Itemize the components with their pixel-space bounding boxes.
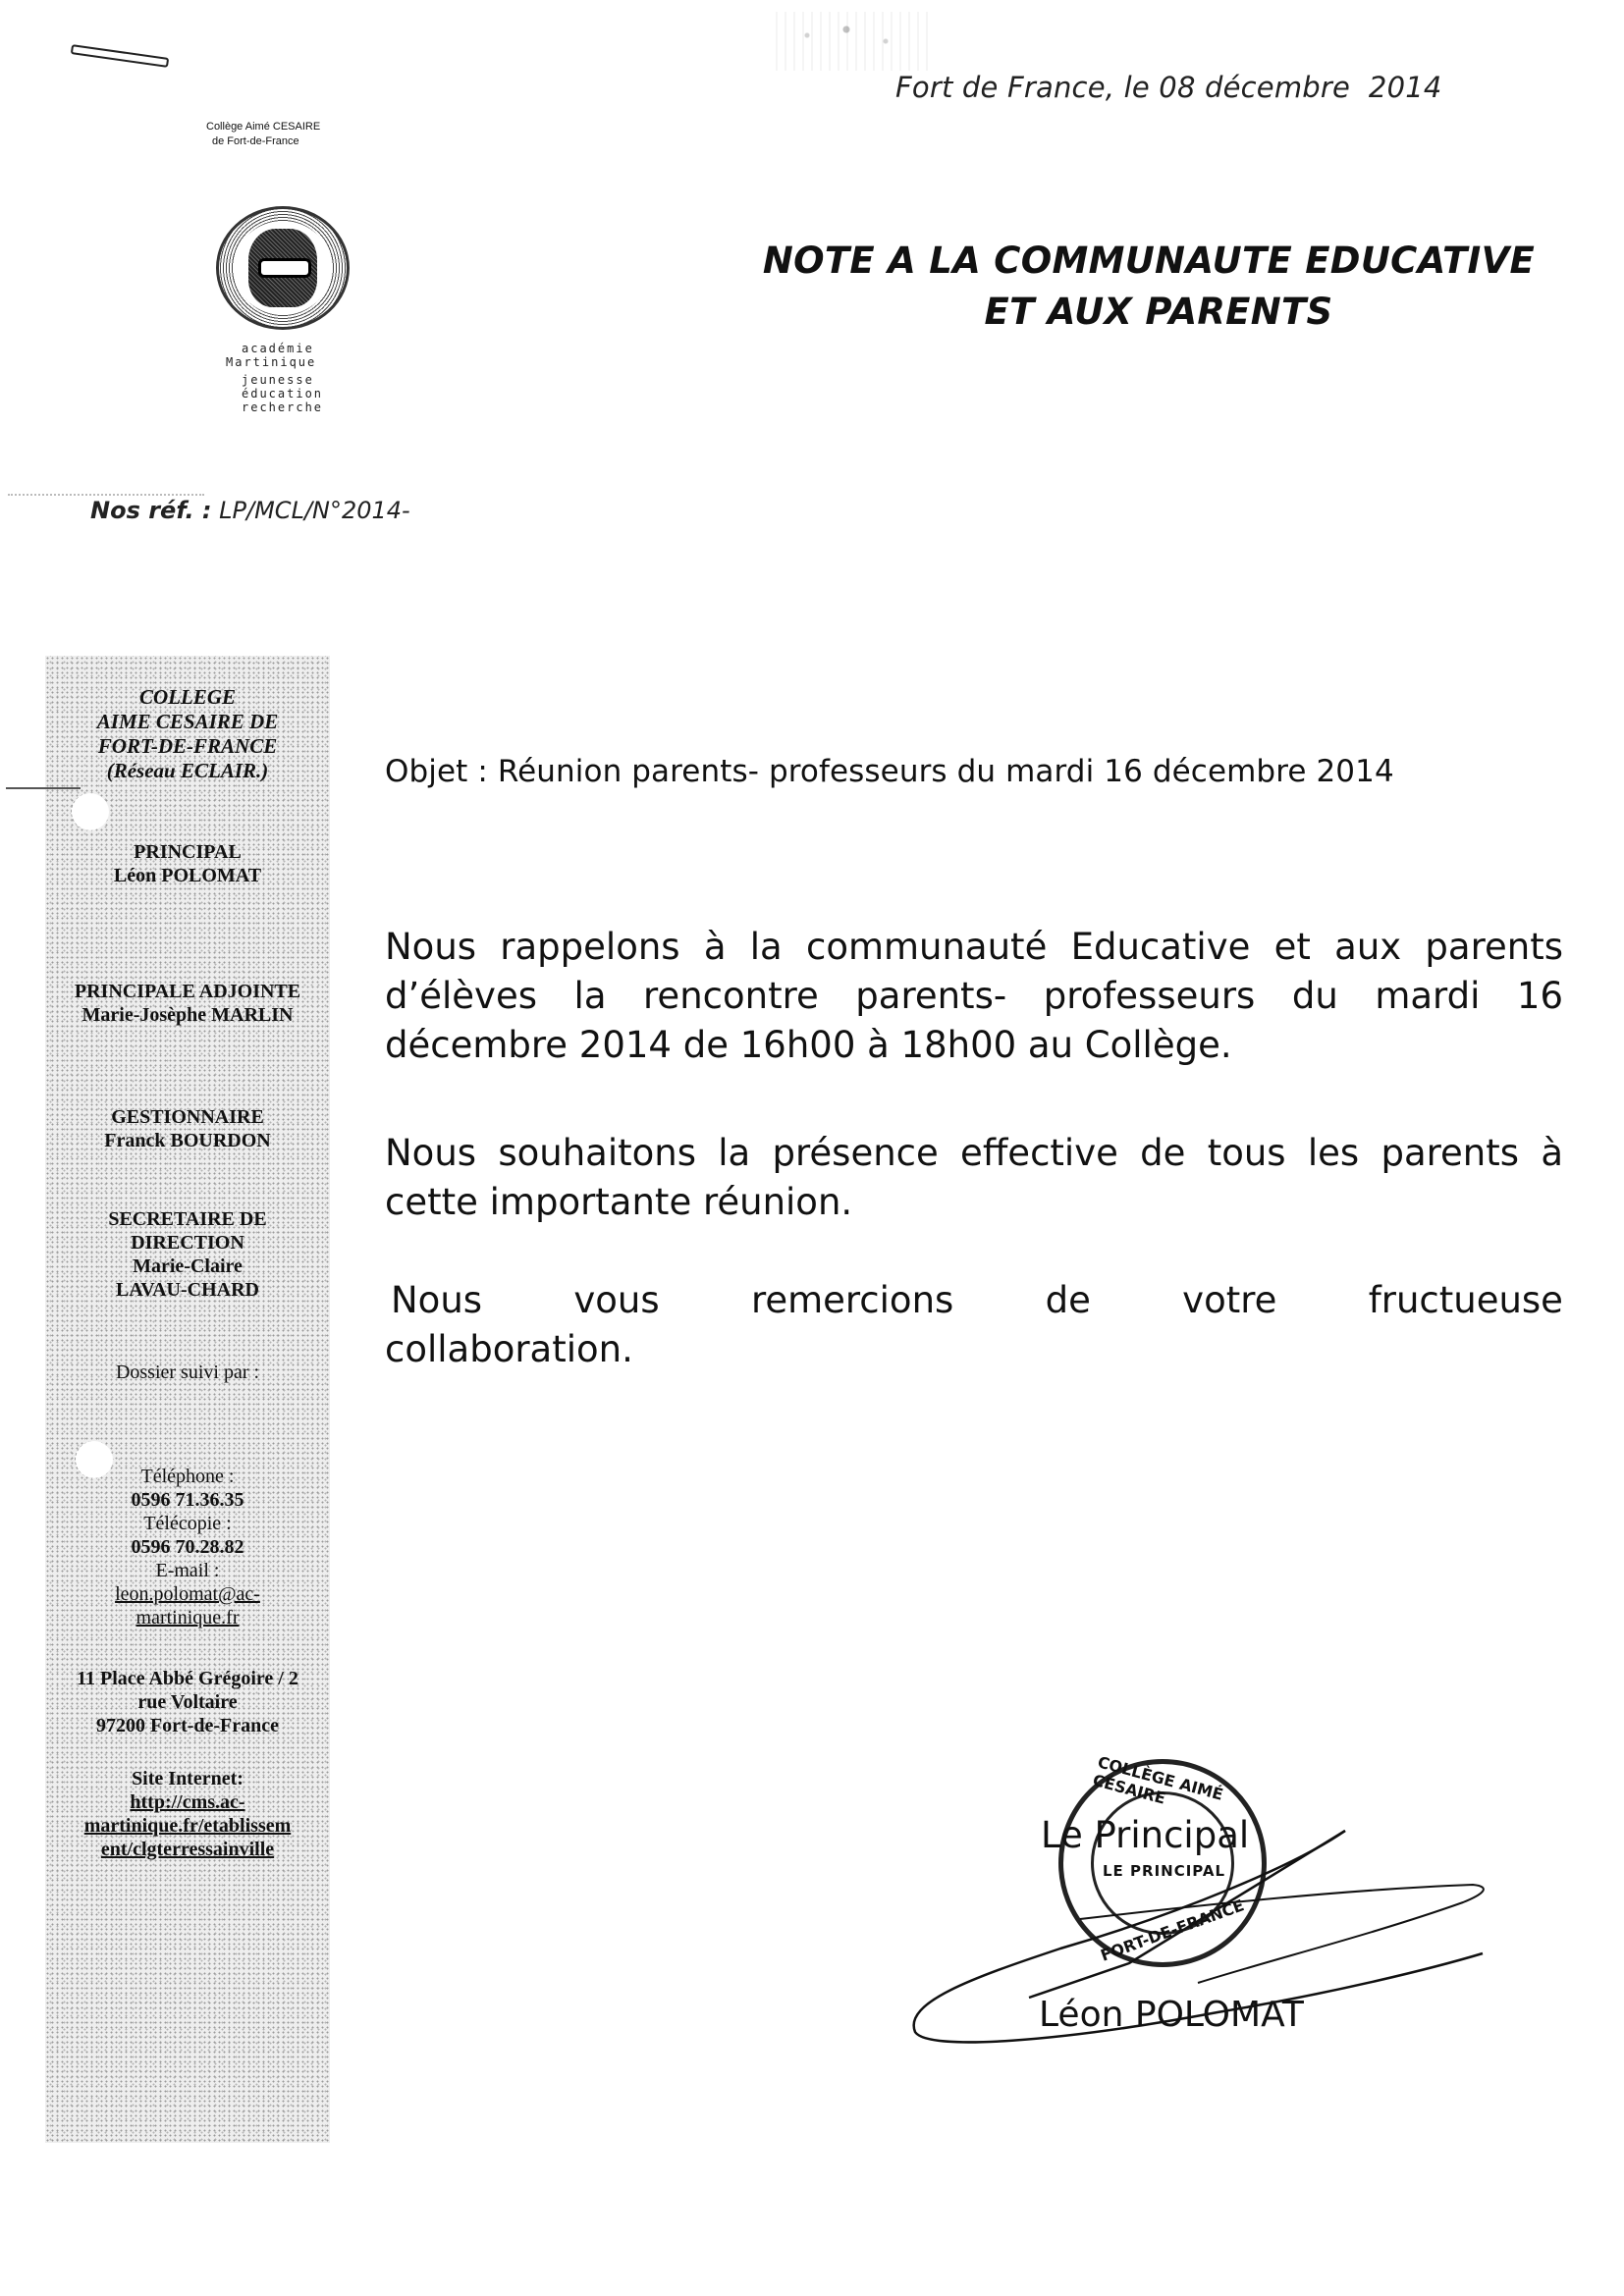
title-line: NOTE A LA COMMUNAUTE EDUCATIVE (762, 240, 1536, 282)
word: de (1045, 1279, 1091, 1321)
college-line: FORT-DE-FRANCE (97, 734, 278, 758)
sidebar-website (45, 1767, 330, 1861)
thanks-line (385, 1276, 1563, 1325)
paragraph-attendance: Nous souhaitons la présence effective de tous les parents à cette importante réunion. (385, 1132, 1563, 1223)
academie-logo-icon (216, 206, 350, 330)
email-link[interactable]: martinique.fr (135, 1607, 240, 1629)
school-name (206, 120, 383, 149)
sidebar-secretaire (45, 1207, 330, 1302)
dossier-label: Dossier suivi par : (115, 1362, 260, 1383)
role-label: SECRETAIRE DE (108, 1208, 267, 1230)
staple-mark (71, 44, 169, 68)
divider (6, 787, 81, 789)
person-name: Franck BOURDON (104, 1130, 271, 1151)
letterhead-sidebar (45, 656, 330, 2143)
person-name: LAVAU-CHARD (116, 1279, 259, 1301)
scan-smudge (776, 12, 933, 71)
stamp-text-top: COLLÈGE AIMÉ CÉSAIRE (1091, 1752, 1225, 1808)
telephone-label: Téléphone : (140, 1466, 235, 1487)
word: Nous (391, 1279, 483, 1321)
word: remercions (750, 1279, 954, 1321)
school-name-line: Collège Aimé CESAIRE (206, 121, 321, 133)
role-label: DIRECTION (131, 1232, 244, 1254)
sidebar-contact (45, 1465, 330, 1629)
telephone-value: 0596 71.36.35 (131, 1489, 244, 1511)
person-name: Marie-Claire (133, 1255, 243, 1277)
academie-line: Martinique (226, 355, 317, 369)
signatory-role: Le Principal (1041, 1814, 1250, 1856)
telecopie-label: Télécopie : (143, 1513, 232, 1534)
academie-line: éducation (242, 387, 324, 400)
address-line: 97200 Fort-de-France (95, 1715, 280, 1736)
reference-label: Nos réf. : (90, 497, 212, 524)
site-label: Site Internet: (132, 1768, 244, 1789)
portrait-face-icon (248, 229, 317, 307)
dotted-divider (8, 494, 204, 496)
email-label: E-mail : (155, 1560, 220, 1581)
title-line: ET AUX PARENTS (984, 291, 1333, 333)
punch-hole (71, 793, 109, 830)
reference-value: LP/MCL/N°2014- (219, 497, 410, 524)
stamp-center-text: LE PRINCIPAL (1103, 1862, 1226, 1880)
telecopie-value: 0596 70.28.82 (131, 1536, 244, 1558)
sidebar-college (45, 685, 330, 783)
college-line: (Réseau ECLAIR.) (106, 759, 269, 782)
paragraph-thanks (385, 1276, 1563, 1374)
subject-line: Objet : Réunion parents- professeurs du mardi 16 décembre 2014 (385, 754, 1394, 789)
sidebar-gestionnaire (45, 1105, 330, 1152)
role-label: GESTIONNAIRE (111, 1106, 264, 1128)
sidebar-principal (45, 840, 330, 887)
academie-line: académie (242, 342, 314, 355)
site-link[interactable]: http://cms.ac- (130, 1791, 245, 1813)
address-line: rue Voltaire (137, 1691, 238, 1713)
place-date: Fort de France, le 08 décembre 2014 (895, 71, 1442, 104)
thanks-line-end: collaboration. (385, 1328, 633, 1370)
sidebar-principale-adjointe (45, 980, 330, 1027)
role-label: PRINCIPAL (134, 841, 242, 863)
site-link[interactable]: ent/clgterressainville (100, 1839, 275, 1860)
document-title (727, 236, 1571, 338)
word: fructueuse (1368, 1279, 1563, 1321)
word: vous (573, 1279, 660, 1321)
sidebar-address (45, 1667, 330, 1737)
person-name: Marie-Josèphe MARLIN (81, 1004, 294, 1026)
site-link[interactable]: martinique.fr/etablissem (83, 1815, 292, 1837)
role-label: PRINCIPALE ADJOINTE (74, 981, 301, 1002)
college-line: COLLEGE (138, 685, 236, 709)
school-name-line: de Fort-de-France (212, 135, 299, 147)
word: votre (1182, 1279, 1277, 1321)
college-line: AIME CESAIRE DE (96, 710, 279, 733)
logo-portrait (234, 221, 332, 315)
reference (90, 497, 410, 524)
sidebar-dossier (45, 1361, 330, 1384)
email-link[interactable]: leon.polomat@ac- (115, 1583, 260, 1605)
person-name: Léon POLOMAT (113, 865, 262, 886)
academie-motto (226, 342, 353, 414)
academie-line: jeunesse (242, 373, 314, 387)
address-line: 11 Place Abbé Grégoire / 2 (77, 1668, 298, 1689)
academie-line: recherche (242, 400, 324, 414)
paragraph-reminder: Nous rappelons à la communauté Educative et aux parents d’élèves la rencontre parents- professeurs du mardi 16 décembre 2014 de 16h00 à 18h00 au Collège. (385, 926, 1563, 1066)
stamp-text-bottom: FORT-DE-FRANCE (1098, 1896, 1247, 1965)
signatory-name: Léon POLOMAT (1039, 1995, 1304, 2035)
